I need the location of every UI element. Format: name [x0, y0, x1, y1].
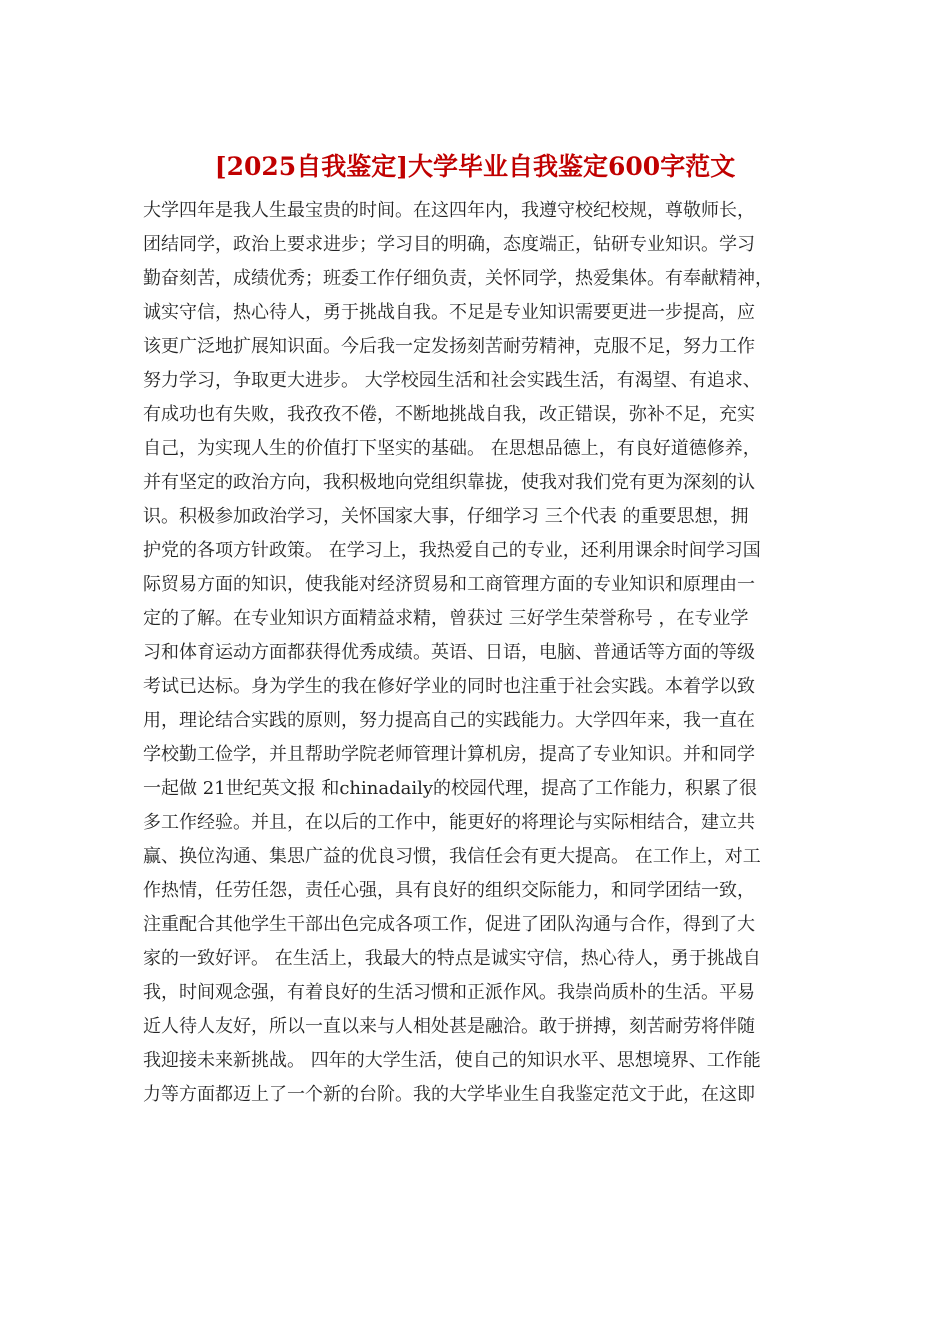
body-line: 护党的各项方针政策。 在学习上，我热爱自己的专业，还利用课余时间学习国 — [143, 540, 761, 561]
body-line: 定的了解。在专业知识方面精益求精，曾获过 三好学生荣誉称号 ，在专业学 — [143, 608, 749, 629]
body-line: 近人待人友好，所以一直以来与人相处甚是融洽。敢于拼搏，刻苦耐劳将伴随 — [143, 1016, 755, 1037]
body-line: 作热情，任劳任怨，责任心强，具有良好的组织交际能力，和同学团结一致， — [143, 880, 755, 901]
body-line: 团结同学，政治上要求进步；学习目的明确，态度端正，钻研专业知识。学习 — [143, 234, 755, 255]
body-line: 多工作经验。并且，在以后的工作中，能更好的将理论与实际相结合，建立共 — [143, 812, 755, 833]
body-line: 该更广泛地扩展知识面。今后我一定发扬刻苦耐劳精神，克服不足，努力工作 — [143, 336, 755, 357]
body-line: 考试已达标。身为学生的我在修好学业的同时也注重于社会实践。本着学以致 — [143, 676, 755, 697]
body-line: 我迎接未来新挑战。 四年的大学生活，使自己的知识水平、思想境界、工作能 — [143, 1050, 761, 1071]
body-line: 努力学习，争取更大进步。 大学校园生活和社会实践生活，有渴望、有追求、 — [143, 370, 761, 391]
body-line: 家的一致好评。 在生活上，我最大的特点是诚实守信，热心待人，勇于挑战自 — [143, 948, 761, 969]
body-line: 有成功也有失败，我孜孜不倦，不断地挑战自我，改正错误，弥补不足，充实 — [143, 404, 755, 425]
body-line: 勤奋刻苦，成绩优秀；班委工作仔细负责，关怀同学，热爱集体。有奉献精神， — [143, 268, 773, 289]
body-line: 大学四年是我人生最宝贵的时间。在这四年内，我遵守校纪校规，尊敬师长， — [143, 200, 755, 221]
body-line: 一起做 21世纪英文报 和chinadaily的校园代理，提高了工作能力，积累了很 — [143, 778, 758, 799]
body-line: 我，时间观念强，有着良好的生活习惯和正派作风。我崇尚质朴的生活。平易 — [143, 982, 755, 1003]
body-line: 习和体育运动方面都获得优秀成绩。英语、日语，电脑、普通话等方面的等级 — [143, 642, 755, 663]
body-line: 注重配合其他学生干部出色完成各项工作，促进了团队沟通与合作，得到了大 — [143, 914, 755, 935]
body-line: 诚实守信，热心待人，勇于挑战自我。不足是专业知识需要更进一步提高，应 — [143, 302, 755, 323]
body-line: 赢、换位沟通、集思广益的优良习惯，我信任会有更大提高。 在工作上，对工 — [143, 846, 761, 867]
body-line: 并有坚定的政治方向，我积极地向党组织靠拢，使我对我们党有更为深刻的认 — [143, 472, 755, 493]
body-line: 力等方面都迈上了一个新的台阶。我的大学毕业生自我鉴定范文于此，在这即 — [143, 1084, 755, 1105]
body-line: 用，理论结合实践的原则，努力提高自己的实践能力。大学四年来，我一直在 — [143, 710, 755, 731]
document-body — [143, 194, 807, 1112]
body-line: 自己，为实现人生的价值打下坚实的基础。 在思想品德上，有良好道德修养， — [143, 438, 761, 459]
body-line: 际贸易方面的知识，使我能对经济贸易和工商管理方面的专业知识和原理由一 — [143, 574, 755, 595]
body-line: 识。积极参加政治学习，关怀国家大事，仔细学习 三个代表 的重要思想，拥 — [143, 506, 749, 527]
document-title: [2025自我鉴定]大学毕业自我鉴定600字范文 — [214, 152, 736, 181]
body-line: 学校勤工俭学，并且帮助学院老师管理计算机房，提高了专业知识。并和同学 — [143, 744, 755, 765]
